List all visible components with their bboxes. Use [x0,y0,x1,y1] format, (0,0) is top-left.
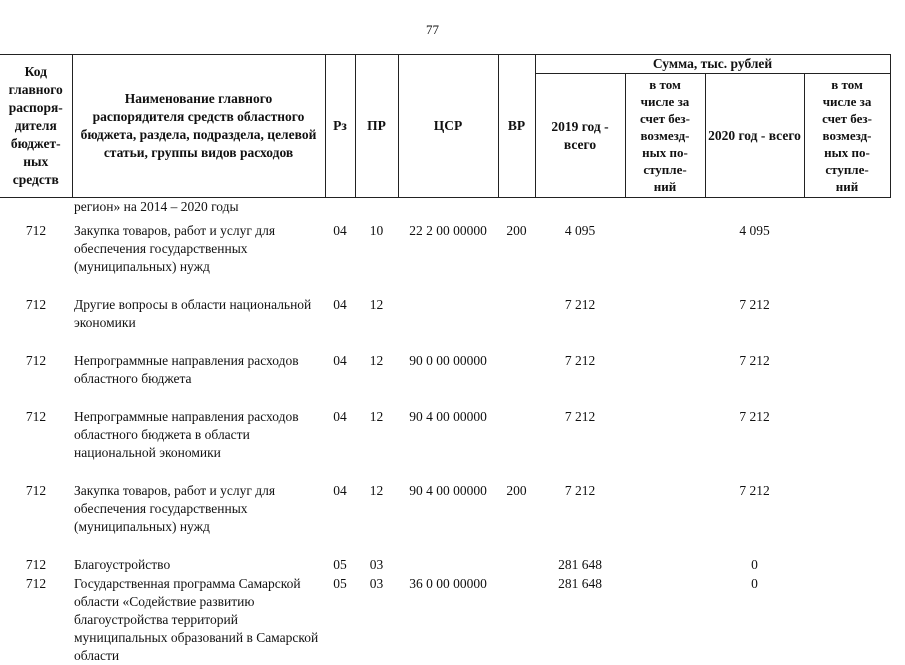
continuation-text: регион» на 2014 – 2020 годы [72,198,325,219]
row-name: Другие вопросы в области национальной экономики [72,276,325,332]
row-sum-2020: 0 [705,574,804,665]
row-rz: 04 [325,388,355,462]
row-sum-2020: 7 212 [705,332,804,388]
header-line: распоря- [9,100,63,115]
table-row [0,218,890,276]
header-line: дителя [15,118,57,133]
row-name: Благоустройство [72,536,325,574]
row-code: 712 [0,574,72,665]
row-name: Закупка товаров, работ и услуг для обеспечения государственных (муниципальных) нужд [72,462,325,536]
row-grants-2019 [625,574,705,665]
row-sum-2020: 7 212 [705,462,804,536]
row-grants-2020 [804,276,890,332]
table-row [0,332,890,388]
row-rz: 05 [325,536,355,574]
header-line: возмезд- [823,128,872,143]
header-line: ных по- [824,145,870,160]
table-row [0,388,890,462]
table-row [0,462,890,536]
header-line: счет без- [640,111,690,126]
header-pr: ПР [355,55,398,198]
row-rz: 04 [325,218,355,276]
row-vr [498,276,535,332]
table-body [0,198,890,665]
row-grants-2020 [804,462,890,536]
header-line: ступле- [643,162,686,177]
row-sum-2019: 7 212 [535,332,625,388]
table-row [0,536,890,574]
header-line: в том [831,77,863,92]
row-sum-2020: 0 [705,536,804,574]
header-line: ных по- [642,145,688,160]
row-pr: 03 [355,574,398,665]
row-vr [498,388,535,462]
row-vr: 200 [498,218,535,276]
header-line: главного [9,82,63,97]
header-line: бюджет- [11,136,61,151]
row-csr [398,536,498,574]
row-sum-2019: 7 212 [535,462,625,536]
row-rz: 04 [325,276,355,332]
row-rz: 05 [325,574,355,665]
row-rz: 04 [325,332,355,388]
row-code: 712 [0,462,72,536]
header-row-top [0,55,890,74]
row-rz: 04 [325,462,355,536]
row-grants-2019 [625,462,705,536]
row-grants-2019 [625,332,705,388]
header-2020-grants [804,74,890,198]
row-pr: 12 [355,462,398,536]
row-pr: 12 [355,388,398,462]
header-csr: ЦСР [398,55,498,198]
row-vr: 200 [498,462,535,536]
header-line: ступле- [825,162,868,177]
continuation-row [0,198,890,219]
row-grants-2020 [804,332,890,388]
row-name: Закупка товаров, работ и услуг для обеспечения государственных (муниципальных) нужд [72,218,325,276]
page-number: 77 [0,22,865,38]
header-line: в том [649,77,681,92]
row-grants-2019 [625,536,705,574]
row-grants-2019 [625,276,705,332]
row-name: Государственная программа Самарской области «Содействие развитию благоустройства территорий муниципальных образований в Самарской области [72,574,325,665]
row-vr [498,332,535,388]
header-name: Наименование главного распорядителя средств областного бюджета, раздела, подраздела, целевой статьи, группы видов расходов [72,55,325,198]
header-line: ний [654,179,676,194]
header-line: счет без- [822,111,872,126]
header-line: числе за [823,94,872,109]
row-sum-2019: 7 212 [535,388,625,462]
header-vr: ВР [498,55,535,198]
row-vr [498,574,535,665]
row-csr: 90 0 00 00000 [398,332,498,388]
row-grants-2020 [804,536,890,574]
row-name: Непрограммные направления расходов областного бюджета [72,332,325,388]
header-rz: Рз [325,55,355,198]
row-sum-2019: 4 095 [535,218,625,276]
header-sum-group: Сумма, тыс. рублей [535,55,890,74]
row-grants-2020 [804,218,890,276]
row-csr: 90 4 00 00000 [398,462,498,536]
header-2019-grants [625,74,705,198]
row-csr: 22 2 00 00000 [398,218,498,276]
row-csr: 36 0 00 00000 [398,574,498,665]
row-grants-2019 [625,388,705,462]
row-code: 712 [0,332,72,388]
row-pr: 03 [355,536,398,574]
header-line: возмезд- [641,128,690,143]
row-csr: 90 4 00 00000 [398,388,498,462]
header-line: ных [23,154,48,169]
row-grants-2019 [625,218,705,276]
row-sum-2020: 7 212 [705,388,804,462]
header-2020-total: 2020 год - всего [705,74,804,198]
row-grants-2020 [804,388,890,462]
row-sum-2019: 281 648 [535,536,625,574]
header-line: числе за [641,94,690,109]
row-grants-2020 [804,574,890,665]
row-code: 712 [0,536,72,574]
header-line: Код [25,64,47,79]
row-code: 712 [0,218,72,276]
table-row [0,574,890,665]
row-name: Непрограммные направления расходов областного бюджета в области национальной экономики [72,388,325,462]
row-vr [498,536,535,574]
table-row [0,276,890,332]
row-sum-2019: 281 648 [535,574,625,665]
row-sum-2019: 7 212 [535,276,625,332]
row-pr: 12 [355,276,398,332]
row-sum-2020: 7 212 [705,276,804,332]
header-code [0,55,72,198]
row-pr: 12 [355,332,398,388]
row-code: 712 [0,276,72,332]
header-2019-total: 2019 год - всего [535,74,625,198]
row-pr: 10 [355,218,398,276]
row-sum-2020: 4 095 [705,218,804,276]
header-line: ний [836,179,858,194]
row-csr [398,276,498,332]
header-line: средств [13,172,59,187]
row-code: 712 [0,388,72,462]
budget-table [0,54,891,665]
